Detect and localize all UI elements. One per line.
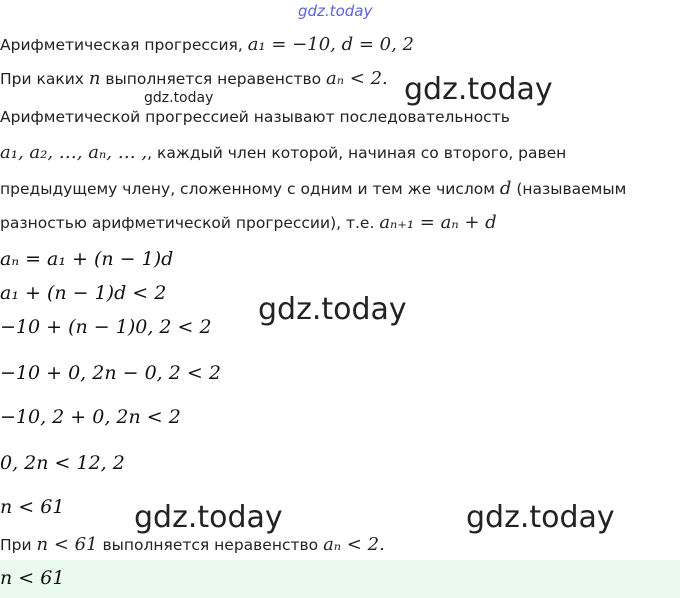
watermark-top: gdz.today — [298, 2, 373, 20]
definition-text-3b: (называемым — [511, 180, 627, 198]
watermark-big-2: gdz.today — [258, 292, 407, 327]
conclusion-inequality: aₙ < 2. — [323, 534, 385, 555]
step-3: −10 + (n − 1)0, 2 < 2 — [0, 316, 212, 338]
step-4: −10 + 0, 2n − 0, 2 < 2 — [0, 362, 221, 384]
problem-line-1 — [0, 34, 414, 56]
step-1: aₙ = a₁ + (n − 1)d — [0, 248, 174, 270]
watermark-big-1: gdz.today — [404, 72, 553, 107]
watermark-small: gdz.today — [144, 90, 214, 106]
problem-question-text-2: выполняется неравенство — [100, 70, 327, 88]
problem-question-text: При каких — [0, 70, 89, 88]
definition-line-4 — [0, 212, 497, 234]
conclusion-text-2: выполняется неравенство — [97, 536, 324, 554]
conclusion-condition: n < 61 — [36, 534, 98, 555]
problem-variable: n — [88, 68, 101, 89]
definition-text-3: предыдущему члену, сложенному с одним и тем же числом — [0, 180, 500, 198]
problem-given-math: a₁ = −10, d = 0, 2 — [247, 34, 415, 55]
difference-variable: d — [499, 178, 512, 199]
sequence-math: a₁, a₂, …, aₙ, … , — [0, 142, 148, 163]
step-5: −10, 2 + 0, 2n < 2 — [0, 406, 181, 428]
problem-inequality: aₙ < 2. — [326, 68, 388, 89]
problem-line-2 — [0, 68, 388, 90]
definition-line-3 — [0, 178, 626, 200]
step-7: n < 61 — [0, 496, 65, 518]
recurrence-formula: aₙ₊₁ = aₙ + d — [379, 212, 497, 233]
problem-text: Арифметическая прогрессия, — [0, 36, 248, 54]
watermark-big-4: gdz.today — [466, 500, 615, 535]
step-6: 0, 2n < 12, 2 — [0, 452, 125, 474]
step-2: a₁ + (n − 1)d < 2 — [0, 282, 167, 304]
watermark-big-3: gdz.today — [134, 500, 283, 535]
definition-line-1: Арифметической прогрессией называют последовательность — [0, 108, 510, 126]
answer-box — [0, 560, 680, 598]
conclusion-line — [0, 534, 385, 556]
conclusion-text: При — [0, 536, 37, 554]
answer-text: n < 61 — [0, 567, 65, 589]
definition-text-2: , каждый член которой, начиная со второго, равен — [147, 144, 567, 162]
definition-line-2 — [0, 142, 566, 164]
definition-text-4: разностью арифметической прогрессии), т.е. — [0, 214, 380, 232]
